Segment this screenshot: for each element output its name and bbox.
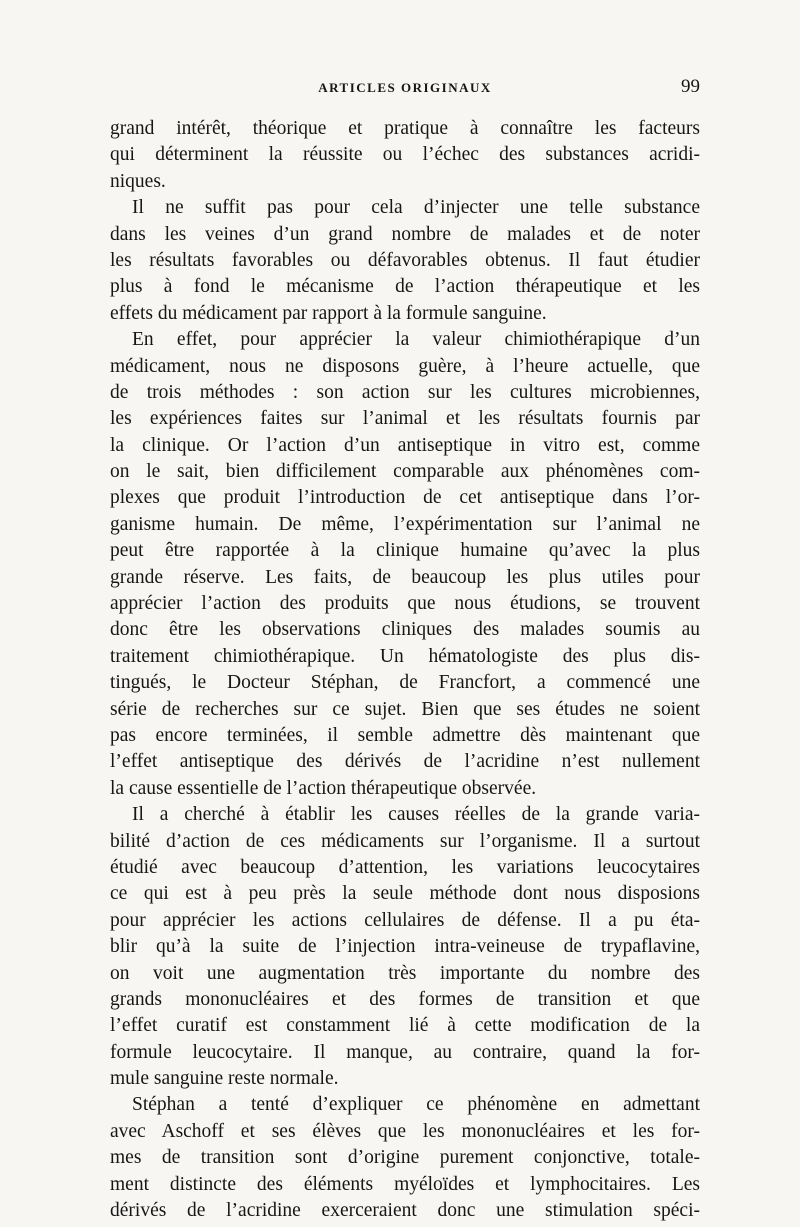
text-line: traitement chimiothérapique. Un hématologiste des plus dis- [110, 645, 700, 667]
text-line: effets du médicament par rapport à la formule sanguine. [110, 302, 547, 324]
text-line: pas encore terminées, il semble admettre dès maintenant que [110, 724, 700, 746]
text-line: mes de transition sont d’origine purement conjonctive, totale- [110, 1147, 700, 1169]
text-line: apprécier l’action des produits que nous étudions, se trouvent [110, 593, 700, 615]
text-line: dans les veines d’un grand nombre de malades et de noter [110, 223, 700, 245]
text-line: plexes que produit l’introduction de cet antiseptique dans l’or- [110, 487, 700, 509]
text-line: les résultats favorables ou défavorables obtenus. Il faut étudier [110, 249, 700, 271]
text-line: plus à fond le mécanisme de l’action thérapeutique et les [110, 276, 700, 298]
text-line: pour apprécier les actions cellulaires de défense. Il a pu éta- [110, 909, 700, 931]
text-line: ce qui est à peu près la seule méthode dont nous disposions [110, 883, 700, 905]
text-line: on le sait, bien difficilement comparable aux phénomènes com- [110, 461, 700, 483]
text-line: tingués, le Docteur Stéphan, de Francfort, a commencé une [110, 672, 700, 694]
text-line: de trois méthodes : son action sur les cultures microbiennes, [110, 381, 700, 403]
text-line: formule leucocytaire. Il manque, au contraire, quand la for- [110, 1041, 700, 1063]
text-line: l’effet antiseptique des dérivés de l’acridine n’est nullement [110, 751, 700, 773]
text-line: Il a cherché à établir les causes réelles de la grande varia- [132, 804, 700, 826]
text-line: ganisme humain. De même, l’expérimentation sur l’animal ne [110, 513, 700, 535]
text-line: En effet, pour apprécier la valeur chimiothérapique d’un [132, 329, 700, 351]
text-line: peut être rapportée à la clinique humaine qu’avec la plus [110, 540, 700, 562]
text-line: donc être les observations cliniques des malades soumis au [110, 619, 700, 641]
text-line: étudié avec beaucoup d’attention, les variations leucocytaires [110, 856, 700, 878]
text-line: Il ne suffit pas pour cela d’injecter une telle substance [132, 197, 700, 219]
text-line: bilité d’action de ces médicaments sur l’organisme. Il a surtout [110, 830, 700, 852]
text-line: on voit une augmentation très importante du nombre des [110, 962, 700, 984]
text-line: Stéphan a tenté d’expliquer ce phénomène en admettant [132, 1094, 700, 1116]
text-line: qui déterminent la réussite ou l’échec des substances acridi- [110, 144, 700, 166]
text-line: la cause essentielle de l’action thérapeutique observée. [110, 777, 537, 799]
text-line: blir qu’à la suite de l’injection intra-veineuse de trypaflavine, [110, 936, 700, 958]
text-line: la clinique. Or l’action d’un antiseptique in vitro est, comme [110, 434, 700, 456]
text-line: l’effet curatif est constamment lié à cette modification de la [110, 1015, 700, 1037]
text-line: grand intérêt, théorique et pratique à connaître les facteurs [110, 118, 700, 139]
text-line: mule sanguine reste normale. [110, 1068, 339, 1090]
page-number: 99 [681, 76, 700, 97]
text-line: niques. [110, 170, 166, 192]
text-line: ment distincte des éléments myéloïdes et lymphocitaires. Les [110, 1173, 700, 1195]
text-line: médicament, nous ne disposons guère, à l’heure actuelle, que [110, 355, 700, 377]
text-line: grands mononucléaires et des formes de transition et que [110, 988, 700, 1010]
running-head-title: ARTICLES ORIGINAUX [318, 80, 492, 95]
running-header [110, 78, 700, 102]
text-line: les expériences faites sur l’animal et les résultats fournis par [110, 408, 700, 430]
text-line: grande réserve. Les faits, de beaucoup les plus utiles pour [110, 566, 700, 588]
text-line: avec Aschoff et ses élèves que les mononucléaires et les for- [110, 1120, 700, 1142]
body-text [110, 116, 700, 1224]
text-line: dérivés de l’acridine exerceraient donc une stimulation spéci- [110, 1200, 700, 1222]
text-line: série de recherches sur ce sujet. Bien que ses études ne soient [110, 698, 700, 720]
